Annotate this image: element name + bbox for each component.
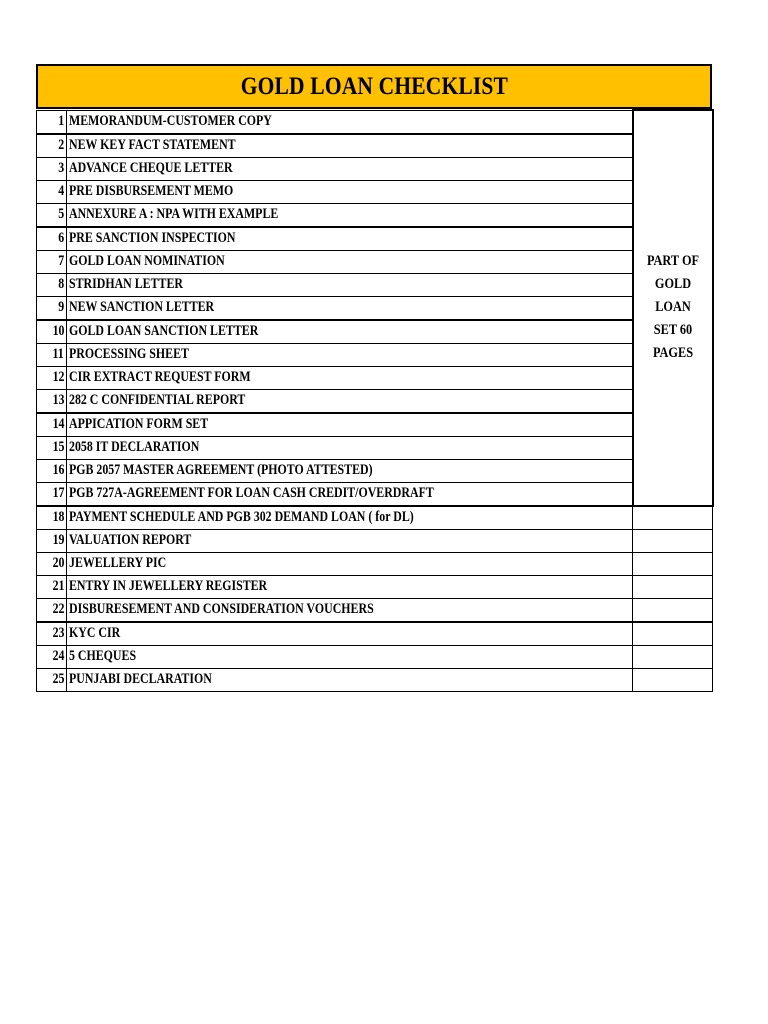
table-row [37,227,713,251]
item-number: 22 [37,598,67,622]
group-note-line: PART OF [646,253,699,270]
item-description: CIR EXTRACT REQUEST FORM [67,366,633,389]
item-number: 14 [37,413,67,437]
item-number: 25 [37,668,67,691]
check-cell [633,622,713,646]
item-description: NEW KEY FACT STATEMENT [67,134,633,158]
check-cell [633,575,713,598]
table-row [37,366,713,389]
item-number: 9 [37,296,67,320]
check-cell [633,645,713,668]
item-description: NEW SANCTION LETTER [67,296,633,320]
table-row [37,529,713,552]
item-description: GOLD LOAN NOMINATION [67,250,633,273]
check-cell [633,529,713,552]
group-note-line: PAGES [652,345,693,362]
item-description: PUNJABI DECLARATION [67,668,633,691]
item-number: 8 [37,273,67,296]
item-number: 1 [37,110,67,134]
table-row [37,413,713,437]
item-description: DISBURESEMENT AND CONSIDERATION VOUCHERS [67,598,633,622]
table-row [37,180,713,203]
item-description: PGB 2057 MASTER AGREEMENT (PHOTO ATTESTED) [67,459,633,482]
table-row [37,343,713,366]
table-row [37,459,713,482]
item-number: 21 [37,575,67,598]
table-row [37,575,713,598]
item-number: 10 [37,320,67,344]
table-row [37,482,713,506]
item-number: 18 [37,506,67,530]
check-cell [633,668,713,691]
table-row [37,157,713,180]
item-description: ADVANCE CHEQUE LETTER [67,157,633,180]
item-description: GOLD LOAN SANCTION LETTER [67,320,633,344]
item-number: 7 [37,250,67,273]
table-row [37,320,713,344]
item-description: VALUATION REPORT [67,529,633,552]
item-description: JEWELLERY PIC [67,552,633,575]
check-cell [633,598,713,622]
item-number: 17 [37,482,67,506]
item-description: PROCESSING SHEET [67,343,633,366]
item-description: ANNEXURE A : NPA WITH EXAMPLE [67,203,633,227]
item-number: 15 [37,436,67,459]
item-number: 20 [37,552,67,575]
check-cell [633,506,713,530]
table-row [37,134,713,158]
table-row [37,645,713,668]
item-number: 12 [37,366,67,389]
item-description: KYC CIR [67,622,633,646]
table-row [37,506,713,530]
item-number: 23 [37,622,67,646]
group-note-line: GOLD LOAN [654,276,691,316]
item-description: ENTRY IN JEWELLERY REGISTER [67,575,633,598]
item-number: 13 [37,389,67,413]
item-description: PRE DISBURSEMENT MEMO [67,180,633,203]
checklist-table [36,109,714,692]
item-number: 3 [37,157,67,180]
item-description: 282 C CONFIDENTIAL REPORT [67,389,633,413]
gold-loan-checklist-sheet [36,64,712,692]
table-row [37,389,713,413]
table-row [37,598,713,622]
item-description: PRE SANCTION INSPECTION [67,227,633,251]
group-note [633,110,713,506]
item-number: 16 [37,459,67,482]
item-number: 19 [37,529,67,552]
table-row [37,250,713,273]
item-description: APPICATION FORM SET [67,413,633,437]
title-bar [36,64,712,109]
item-number: 24 [37,645,67,668]
table-row [37,668,713,691]
table-row [37,203,713,227]
item-description: PAYMENT SCHEDULE AND PGB 302 DEMAND LOAN ( for DL) [67,506,633,530]
item-description: STRIDHAN LETTER [67,273,633,296]
item-description: MEMORANDUM-CUSTOMER COPY [67,110,633,134]
item-number: 6 [37,227,67,251]
page-title: GOLD LOAN CHECKLIST [240,72,508,100]
item-number: 11 [37,343,67,366]
item-number: 5 [37,203,67,227]
table-row [37,552,713,575]
table-row [37,622,713,646]
item-description: 2058 IT DECLARATION [67,436,633,459]
table-row [37,296,713,320]
check-cell [633,552,713,575]
item-number: 2 [37,134,67,158]
table-row [37,273,713,296]
group-note-line: SET 60 [653,322,692,339]
item-description: PGB 727A-AGREEMENT FOR LOAN CASH CREDIT/OVERDRAFT [67,482,633,506]
item-number: 4 [37,180,67,203]
item-description: 5 CHEQUES [67,645,633,668]
table-row [37,436,713,459]
table-row [37,110,713,134]
